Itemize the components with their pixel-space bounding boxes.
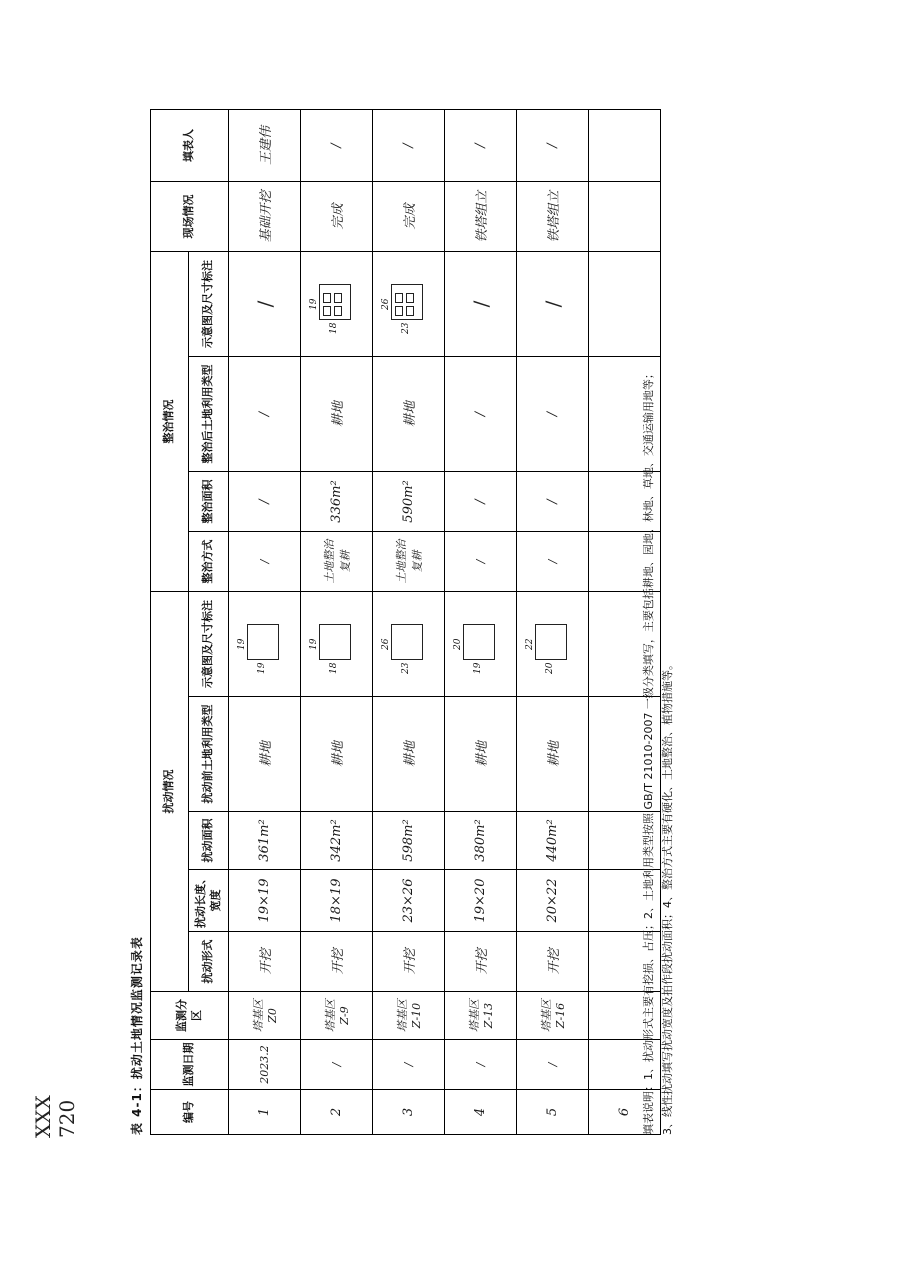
cell-period-text: 2023.2 [258,1045,271,1084]
cell-site-text: 铁塔组立 [547,190,562,243]
cell-site [445,182,517,252]
header-disturb-group: 扰动情况 [151,592,189,992]
cell-disturb-form-text: 开挖 [331,948,346,975]
cell-remed-sketch [229,252,301,357]
sketch-top-dim: 20 [453,638,463,650]
cell-post-land-text: / [257,411,272,417]
cell-no-text: 6 [617,1107,632,1117]
cell-remed-area-text: 336m² [329,480,344,523]
cell-disturb-area-text: 440m² [545,819,560,862]
cell-period [445,1040,517,1090]
table-title: 表 4-1：扰动土地情况监测记录表 [130,936,144,1135]
header-site: 现场情况 [151,182,229,252]
cell-remed-sketch [445,252,517,357]
cell-site-text: 铁塔组立 [475,190,490,243]
header-remed-group: 整治情况 [151,252,189,592]
cell-disturb-form-text: 开挖 [403,948,418,975]
header-pre-land: 扰动前土地利用类型 [189,697,229,812]
cell-remed-area-text: 590m² [401,480,416,523]
cell-pre-land [445,697,517,812]
cell-disturb-size [301,870,373,932]
cell-disturb-size-text: 19×20 [473,878,488,923]
cell-zone-text: 塔基区 Z-13 [468,999,495,1032]
header-post-land: 整治后土地利用类型 [189,357,229,472]
cell-pre-land [229,697,301,812]
cell-zone [301,992,373,1040]
cell-disturb-sketch [373,592,445,697]
cell-no-text: 3 [401,1107,416,1117]
cell-period-text: / [402,1062,415,1067]
handwritten-side-note: XXX 720 [31,1095,79,1138]
cell-recorder-text: / [401,143,416,148]
cell-disturb-size [445,870,517,932]
cell-no [445,1090,517,1135]
cell-disturb-area [517,812,589,870]
cell-zone [229,992,301,1040]
sketch-top-dim: 19 [309,298,319,310]
cell-no-text: 4 [473,1107,488,1117]
cell-recorder-text: 王建伟 [259,126,274,166]
cell-site [229,182,301,252]
cell-post-land [301,357,373,472]
cell-period-text: / [474,1062,487,1067]
cell-remed-method-text: / [546,559,559,564]
cell-recorder-text: / [329,143,344,148]
cell-post-land [517,357,589,472]
sketch-rect [535,624,567,660]
cell-disturb-size [373,870,445,932]
cell-recorder-text: / [545,143,560,148]
cell-recorder [373,110,445,182]
header-disturb-sketch: 示意图及尺寸标注 [189,592,229,697]
cell-post-land-text: 耕地 [403,401,418,428]
cell-pre-land-text: 耕地 [331,741,346,768]
notes [640,95,677,1135]
cell-period [373,1040,445,1090]
sketch-left-dim: 18 [329,662,339,674]
disturb-sketch-box [527,614,575,674]
sketch-left-dim: 23 [401,322,411,334]
cell-remed-sketch [517,252,589,357]
remed-sketch-box [311,274,359,334]
cell-remed-method-text: / [474,559,487,564]
header-recorder: 填表人 [151,110,229,182]
cell-site-text: 完成 [403,203,418,230]
cell-disturb-size [229,870,301,932]
sketch-rect [391,624,423,660]
disturb-sketch-box [383,614,431,674]
header-remed-sketch: 示意图及尺寸标注 [189,252,229,357]
sketch-left-dim: 19 [473,662,483,674]
cell-remed-method-text: 土地整治 复耕 [322,539,352,584]
sketch-plots [323,290,342,316]
header-disturb-size: 扰动长度、宽度 [189,870,229,932]
cell-pre-land-text: 耕地 [475,741,490,768]
notes-line-2: 3、线性扰动填写扰动宽度及拍作段扰动面积；4、整治方式主要有硬化、土地整治、植物措施等。 [660,659,674,1135]
cell-remed-method [229,532,301,592]
remed-sketch-slash: / [540,300,565,308]
header-remed-method: 整治方式 [189,532,229,592]
sketch-top-dim: 19 [237,638,247,650]
cell-site [517,182,589,252]
remed-sketch-box [383,274,431,334]
cell-recorder [301,110,373,182]
cell-post-land [445,357,517,472]
cell-disturb-size-text: 18×19 [329,878,344,923]
cell-remed-method [517,532,589,592]
cell-period [517,1040,589,1090]
cell-remed-area-text: / [473,499,488,504]
cell-site-text: 完成 [331,203,346,230]
sketch-top-dim: 22 [525,638,535,650]
sketch-left-dim: 19 [257,662,267,674]
cell-disturb-form [229,932,301,992]
cell-period [229,1040,301,1090]
sketch-left-dim: 23 [401,662,411,674]
cell-zone-text: 塔基区 Z-10 [396,999,423,1032]
cell-pre-land-text: 耕地 [259,741,274,768]
cell-disturb-area-text: 598m² [401,819,416,862]
cell-disturb-sketch [517,592,589,697]
cell-disturb-form [301,932,373,992]
cell-disturb-area [373,812,445,870]
cell-disturb-sketch [301,592,373,697]
cell-pre-land [301,697,373,812]
sketch-rect [319,624,351,660]
sketch-rect [463,624,495,660]
cell-disturb-size [517,870,589,932]
rotated-document [120,70,700,1160]
sketch-left-dim: 20 [545,662,555,674]
cell-zone [373,992,445,1040]
cell-no [373,1090,445,1135]
cell-recorder [445,110,517,182]
cell-disturb-sketch [229,592,301,697]
sketch-left-dim: 18 [329,322,339,334]
cell-remed-area-text: / [257,499,272,504]
cell-remed-sketch [301,252,373,357]
cell-recorder [517,110,589,182]
header-remed-area: 整治面积 [189,472,229,532]
header-disturb-form: 扰动形式 [189,932,229,992]
cell-pre-land-text: 耕地 [403,741,418,768]
disturb-sketch-box [239,614,287,674]
sketch-top-dim: 26 [381,298,391,310]
cell-disturb-form-text: 开挖 [259,948,274,975]
disturbance-record-table [150,109,661,1135]
cell-zone [445,992,517,1040]
cell-zone-text: 塔基区 Z-16 [540,999,567,1032]
cell-pre-land [373,697,445,812]
header-period: 监测日期 [151,1040,229,1090]
cell-disturb-area-text: 380m² [473,819,488,862]
cell-disturb-form [373,932,445,992]
cell-remed-area-text: / [545,499,560,504]
remed-sketch-slash: / [252,300,277,308]
cell-disturb-form-text: 开挖 [547,948,562,975]
table-row [517,110,589,1135]
cell-remed-method [301,532,373,592]
sketch-rect [247,624,279,660]
cell-remed-area [445,472,517,532]
notes-line-1: 填表说明：1、扰动形式主要有挖损、占压；2、土地利用类型按照 GB/T 21010-2007 一级分类填写，主要包括耕地、园地、林地、草地、交通运输用地等； [642,368,655,1135]
cell-no-text: 2 [329,1107,344,1117]
cell-disturb-area [301,812,373,870]
cell-disturb-size-text: 20×22 [545,878,560,923]
header-disturb-area: 扰动面积 [189,812,229,870]
cell-no [229,1090,301,1135]
cell-remed-method [445,532,517,592]
cell-zone [517,992,589,1040]
cell-remed-area [373,472,445,532]
disturb-sketch-box [455,614,503,674]
cell-zone-text: 塔基区 Z0 [252,999,279,1032]
cell-remed-area [229,472,301,532]
header-zone: 监测分区 [151,992,229,1040]
cell-disturb-size-text: 19×19 [257,878,272,923]
cell-disturb-form [445,932,517,992]
cell-disturb-form [517,932,589,992]
cell-post-land [373,357,445,472]
cell-site-text: 基础开挖 [259,190,274,243]
cell-recorder-text: / [473,143,488,148]
cell-remed-method-text: / [258,559,271,564]
cell-remed-sketch [373,252,445,357]
cell-no-text: 5 [545,1107,560,1117]
cell-site [301,182,373,252]
sketch-plots [395,290,414,316]
cell-period [301,1040,373,1090]
sketch-top-dim: 26 [381,638,391,650]
cell-disturb-area [445,812,517,870]
cell-post-land-text: / [545,411,560,417]
table-row [445,110,517,1135]
cell-post-land-text: 耕地 [331,401,346,428]
cell-no [301,1090,373,1135]
header-no: 编号 [151,1090,229,1135]
cell-remed-area [301,472,373,532]
table-row [301,110,373,1135]
cell-period-text: / [330,1062,343,1067]
cell-pre-land-text: 耕地 [547,741,562,768]
cell-recorder [229,110,301,182]
sketch-top-dim: 19 [309,638,319,650]
cell-disturb-form-text: 开挖 [475,948,490,975]
cell-disturb-area [229,812,301,870]
cell-no-text: 1 [257,1107,272,1117]
cell-no [517,1090,589,1135]
cell-post-land [229,357,301,472]
cell-pre-land [517,697,589,812]
cell-post-land-text: / [473,411,488,417]
cell-zone-text: 塔基区 Z-9 [324,999,351,1032]
cell-period-text: / [546,1062,559,1067]
cell-remed-area [517,472,589,532]
table-row [229,110,301,1135]
cell-disturb-size-text: 23×26 [401,878,416,923]
cell-site [373,182,445,252]
cell-disturb-area-text: 342m² [329,819,344,862]
table-row [373,110,445,1135]
cell-remed-method-text: 土地整治 复耕 [394,539,424,584]
disturb-sketch-box [311,614,359,674]
remed-sketch-slash: / [468,300,493,308]
cell-disturb-area-text: 361m² [257,819,272,862]
cell-disturb-sketch [445,592,517,697]
cell-remed-method [373,532,445,592]
